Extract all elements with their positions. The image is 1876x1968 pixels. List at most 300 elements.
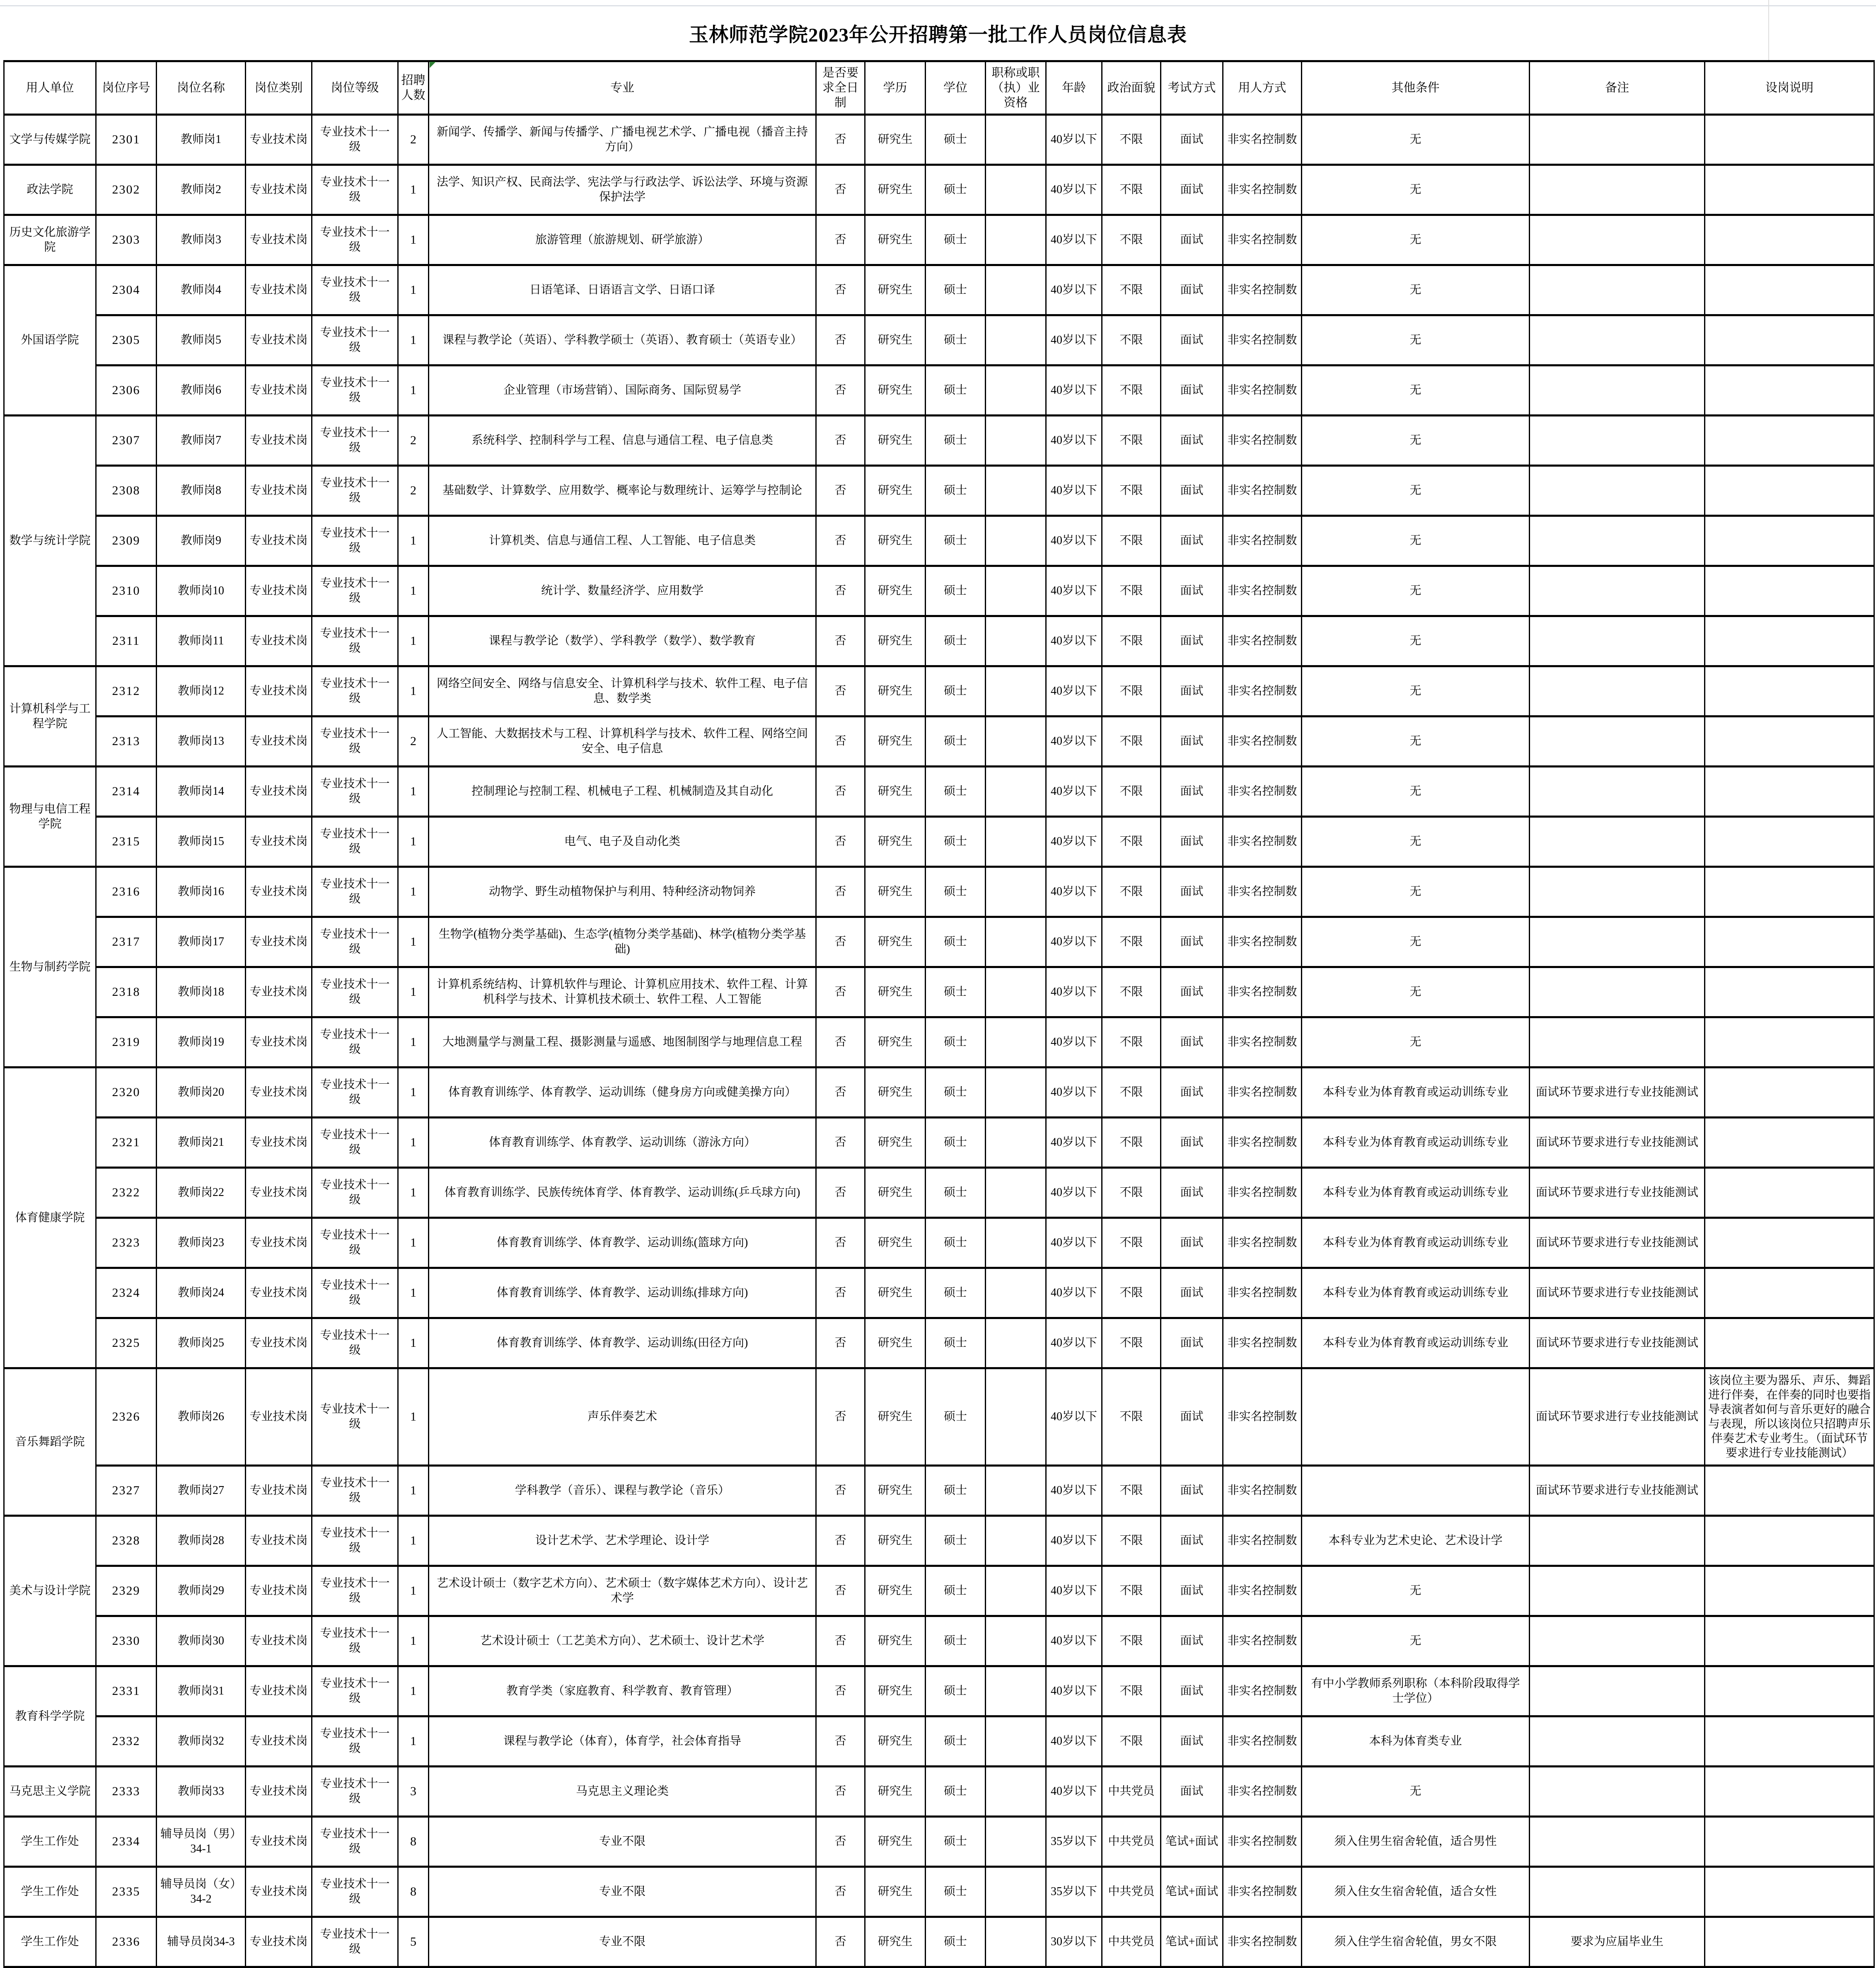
cell-qual [986,165,1046,215]
cell-exam: 面试 [1161,416,1223,466]
cell-degree: 硕士 [926,115,986,165]
cell-other: 本科专业为艺术史论、艺术设计学 [1302,1516,1530,1566]
cell-desc [1705,215,1874,265]
cell-count: 1 [398,1118,429,1168]
cell-political: 不限 [1102,566,1161,616]
cell-major: 马克思主义理论类 [429,1767,816,1817]
cell-degree: 硕士 [926,967,986,1017]
cell-qual [986,1666,1046,1716]
cell-unit: 物理与电信工程学院 [4,767,96,867]
cell-hire: 非实名控制数 [1223,1666,1302,1716]
cell-grade: 专业技术十一级 [312,1817,398,1867]
cell-exam: 面试 [1161,466,1223,516]
cell-count: 1 [398,265,429,315]
col-header-name: 岗位名称 [157,61,246,115]
cell-cat: 专业技术岗 [246,666,312,717]
cell-cat: 专业技术岗 [246,566,312,616]
cell-edu: 研究生 [865,366,926,416]
cell-other: 本科专业为体育教育或运动训练专业 [1302,1168,1530,1218]
cell-cat: 专业技术岗 [246,1867,312,1917]
cell-fulltime: 否 [816,1716,865,1767]
cell-age: 40岁以下 [1046,1666,1102,1716]
cell-fulltime: 否 [816,466,865,516]
cell-major: 体育教育训练学、体育教学、运动训练(排球方向) [429,1268,816,1318]
table-row [4,666,1874,717]
cell-name: 教师岗21 [157,1118,246,1168]
cell-hire: 非实名控制数 [1223,1118,1302,1168]
table-row [4,1017,1874,1068]
cell-political: 不限 [1102,1068,1161,1118]
cell-desc [1705,1218,1874,1268]
table-row [4,1516,1874,1566]
cell-fulltime: 否 [816,366,865,416]
cell-political: 中共党员 [1102,1917,1161,1967]
cell-name: 教师岗30 [157,1616,246,1666]
cell-age: 40岁以下 [1046,1466,1102,1516]
cell-age: 40岁以下 [1046,1168,1102,1218]
cell-remark [1530,717,1705,767]
cell-major: 大地测量学与测量工程、摄影测量与遥感、地图制图学与地理信息工程 [429,1017,816,1068]
cell-hire: 非实名控制数 [1223,516,1302,566]
cell-unit: 马克思主义学院 [4,1767,96,1817]
cell-cat: 专业技术岗 [246,1118,312,1168]
cell-desc [1705,817,1874,867]
cell-major: 学科教学（音乐）、课程与教学论（音乐） [429,1466,816,1516]
cell-degree: 硕士 [926,867,986,917]
cell-edu: 研究生 [865,767,926,817]
col-header-edu: 学历 [865,61,926,115]
cell-cat: 专业技术岗 [246,165,312,215]
cell-desc [1705,1466,1874,1516]
cell-desc [1705,1118,1874,1168]
cell-unit: 美术与设计学院 [4,1516,96,1666]
cell-grade: 专业技术十一级 [312,917,398,967]
cell-edu: 研究生 [865,616,926,666]
cell-desc [1705,967,1874,1017]
table-row [4,1767,1874,1817]
table-row [4,767,1874,817]
cell-qual [986,817,1046,867]
cell-grade: 专业技术十一级 [312,1068,398,1118]
cell-no: 2312 [96,666,157,717]
cell-cat: 专业技术岗 [246,967,312,1017]
cell-name: 辅导员岗（男）34-1 [157,1817,246,1867]
cell-grade: 专业技术十一级 [312,516,398,566]
cell-unit: 历史文化旅游学院 [4,215,96,265]
cell-grade: 专业技术十一级 [312,1118,398,1168]
cell-major: 设计艺术学、艺术学理论、设计学 [429,1516,816,1566]
cell-age: 40岁以下 [1046,1368,1102,1466]
cell-qual [986,1516,1046,1566]
cell-age: 40岁以下 [1046,1318,1102,1368]
table-row [4,1466,1874,1516]
cell-no: 2325 [96,1318,157,1368]
cell-major: 电气、电子及自动化类 [429,817,816,867]
cell-exam: 面试 [1161,1616,1223,1666]
cell-exam: 面试 [1161,115,1223,165]
cell-fulltime: 否 [816,215,865,265]
cell-degree: 硕士 [926,1168,986,1218]
cell-political: 不限 [1102,616,1161,666]
cell-grade: 专业技术十一级 [312,315,398,366]
cell-remark [1530,366,1705,416]
cell-grade: 专业技术十一级 [312,1268,398,1318]
cell-desc [1705,767,1874,817]
cell-desc [1705,1716,1874,1767]
cell-name: 教师岗2 [157,165,246,215]
cell-hire: 非实名控制数 [1223,1017,1302,1068]
cell-remark: 面试环节要求进行专业技能测试 [1530,1368,1705,1466]
cell-hire: 非实名控制数 [1223,616,1302,666]
col-header-grade: 岗位等级 [312,61,398,115]
cell-grade: 专业技术十一级 [312,1466,398,1516]
cell-desc [1705,1616,1874,1666]
cell-other: 无 [1302,717,1530,767]
cell-name: 教师岗27 [157,1466,246,1516]
cell-cat: 专业技术岗 [246,1218,312,1268]
cell-cat: 专业技术岗 [246,917,312,967]
cell-degree: 硕士 [926,1817,986,1867]
cell-name: 教师岗25 [157,1318,246,1368]
cell-grade: 专业技术十一级 [312,1917,398,1967]
cell-count: 1 [398,1368,429,1466]
cell-political: 不限 [1102,115,1161,165]
cell-major: 体育教育训练学、民族传统体育学、体育教学、运动训练(乒乓球方向) [429,1168,816,1218]
cell-count: 1 [398,767,429,817]
cell-no: 2334 [96,1817,157,1867]
cell-hire: 非实名控制数 [1223,1817,1302,1867]
cell-count: 1 [398,366,429,416]
cell-cat: 专业技术岗 [246,1466,312,1516]
cell-grade: 专业技术十一级 [312,416,398,466]
col-header-major: 专业 [429,61,816,115]
cell-desc [1705,1017,1874,1068]
cell-edu: 研究生 [865,967,926,1017]
cell-remark [1530,1767,1705,1817]
cell-cat: 专业技术岗 [246,1616,312,1666]
cell-major: 动物学、野生动植物保护与利用、特种经济动物饲养 [429,867,816,917]
cell-major: 课程与教学论（英语）、学科教学硕士（英语）、教育硕士（英语专业） [429,315,816,366]
cell-hire: 非实名控制数 [1223,917,1302,967]
cell-name: 教师岗19 [157,1017,246,1068]
cell-hire: 非实名控制数 [1223,1767,1302,1817]
cell-fulltime: 否 [816,265,865,315]
table-row [4,1318,1874,1368]
cell-cat: 专业技术岗 [246,1817,312,1867]
cell-name: 教师岗18 [157,967,246,1017]
cell-age: 40岁以下 [1046,315,1102,366]
cell-desc [1705,416,1874,466]
cell-edu: 研究生 [865,1817,926,1867]
cell-hire: 非实名控制数 [1223,717,1302,767]
cell-fulltime: 否 [816,917,865,967]
cell-grade: 专业技术十一级 [312,817,398,867]
cell-name: 教师岗6 [157,366,246,416]
cell-edu: 研究生 [865,1466,926,1516]
cell-cat: 专业技术岗 [246,1767,312,1817]
cell-major: 体育教育训练学、体育教学、运动训练（游泳方向） [429,1118,816,1168]
cell-hire: 非实名控制数 [1223,115,1302,165]
cell-age: 35岁以下 [1046,1867,1102,1917]
cell-degree: 硕士 [926,1368,986,1466]
cell-qual [986,516,1046,566]
table-row [4,967,1874,1017]
cell-major: 计算机系统结构、计算机软件与理论、计算机应用技术、软件工程、计算机科学与技术、计算机技术硕士、软件工程、人工智能 [429,967,816,1017]
cell-cat: 专业技术岗 [246,366,312,416]
cell-edu: 研究生 [865,1666,926,1716]
cell-desc [1705,566,1874,616]
cell-desc [1705,1666,1874,1716]
cell-count: 1 [398,1318,429,1368]
cell-major: 体育教育训练学、体育教学、运动训练(田径方向) [429,1318,816,1368]
cell-fulltime: 否 [816,315,865,366]
cell-hire: 非实名控制数 [1223,1068,1302,1118]
cell-exam: 面试 [1161,767,1223,817]
cell-qual [986,1716,1046,1767]
cell-exam: 面试 [1161,315,1223,366]
cell-remark [1530,1716,1705,1767]
cell-desc [1705,616,1874,666]
table-row [4,315,1874,366]
cell-name: 教师岗29 [157,1566,246,1616]
cell-major: 生物学(植物分类学基础)、生态学(植物分类学基础)、林学(植物分类学基础) [429,917,816,967]
cell-fulltime: 否 [816,1168,865,1218]
cell-other: 无 [1302,867,1530,917]
table-body [4,115,1874,1967]
cell-degree: 硕士 [926,1917,986,1967]
cell-count: 1 [398,1616,429,1666]
cell-fulltime: 否 [816,1817,865,1867]
cell-no: 2327 [96,1466,157,1516]
cell-age: 40岁以下 [1046,265,1102,315]
cell-cat: 专业技术岗 [246,115,312,165]
cell-major: 企业管理（市场营销）、国际商务、国际贸易学 [429,366,816,416]
cell-cat: 专业技术岗 [246,1716,312,1767]
table-row [4,1168,1874,1218]
cell-grade: 专业技术十一级 [312,1666,398,1716]
cell-degree: 硕士 [926,1516,986,1566]
cell-other: 本科专业为体育教育或运动训练专业 [1302,1318,1530,1368]
cell-other: 无 [1302,1566,1530,1616]
cell-degree: 硕士 [926,566,986,616]
cell-major: 专业不限 [429,1817,816,1867]
cell-name: 教师岗3 [157,215,246,265]
cell-degree: 硕士 [926,215,986,265]
cell-no: 2314 [96,767,157,817]
cell-age: 40岁以下 [1046,215,1102,265]
cell-edu: 研究生 [865,1118,926,1168]
cell-desc: 该岗位主要为器乐、声乐、舞蹈进行伴奏，在伴奏的同时也要指导表演者如何与音乐更好的融合与表现，所以该岗位只招聘声乐伴奏艺术专业考生。（面试环节要求进行专业技能测试） [1705,1368,1874,1466]
cell-hire: 非实名控制数 [1223,466,1302,516]
cell-exam: 笔试+面试 [1161,1917,1223,1967]
cell-exam: 面试 [1161,516,1223,566]
cell-political: 不限 [1102,1616,1161,1666]
cell-degree: 硕士 [926,1867,986,1917]
cell-exam: 面试 [1161,1368,1223,1466]
cell-exam: 面试 [1161,265,1223,315]
cell-remark: 要求为应届毕业生 [1530,1917,1705,1967]
cell-qual [986,616,1046,666]
cell-name: 教师岗11 [157,616,246,666]
cell-other: 无 [1302,366,1530,416]
cell-other: 无 [1302,917,1530,967]
cell-count: 1 [398,917,429,967]
cell-hire: 非实名控制数 [1223,1716,1302,1767]
cell-desc [1705,867,1874,917]
cell-no: 2323 [96,1218,157,1268]
cell-edu: 研究生 [865,165,926,215]
cell-age: 40岁以下 [1046,1516,1102,1566]
cell-name: 教师岗14 [157,767,246,817]
cell-unit: 数学与统计学院 [4,416,96,666]
cell-grade: 专业技术十一级 [312,767,398,817]
cell-edu: 研究生 [865,315,926,366]
cell-edu: 研究生 [865,1767,926,1817]
cell-qual [986,1566,1046,1616]
cell-name: 教师岗28 [157,1516,246,1566]
cell-remark [1530,566,1705,616]
cell-name: 教师岗33 [157,1767,246,1817]
cell-political: 不限 [1102,717,1161,767]
cell-count: 1 [398,1516,429,1566]
cell-hire: 非实名控制数 [1223,1168,1302,1218]
cell-edu: 研究生 [865,666,926,717]
cell-other [1302,1368,1530,1466]
cell-major: 控制理论与控制工程、机械电子工程、机械制造及其自动化 [429,767,816,817]
cell-fulltime: 否 [816,1017,865,1068]
cell-qual [986,1168,1046,1218]
cell-qual [986,566,1046,616]
cell-no: 2322 [96,1168,157,1218]
cell-exam: 面试 [1161,1068,1223,1118]
cell-exam: 面试 [1161,1666,1223,1716]
cell-count: 1 [398,1068,429,1118]
cell-major: 网络空间安全、网络与信息安全、计算机科学与技术、软件工程、电子信息、数学类 [429,666,816,717]
cell-cat: 专业技术岗 [246,1666,312,1716]
cell-edu: 研究生 [865,265,926,315]
table-row [4,817,1874,867]
cell-unit: 计算机科学与工程学院 [4,666,96,767]
cell-exam: 面试 [1161,1168,1223,1218]
cell-grade: 专业技术十一级 [312,1616,398,1666]
cell-other: 无 [1302,1017,1530,1068]
cell-unit: 学生工作处 [4,1817,96,1867]
cell-no: 2333 [96,1767,157,1817]
title-band [0,0,1876,60]
cell-name: 教师岗15 [157,817,246,867]
cell-exam: 面试 [1161,616,1223,666]
table-row [4,917,1874,967]
col-header-political: 政治面貌 [1102,61,1161,115]
cell-remark: 面试环节要求进行专业技能测试 [1530,1068,1705,1118]
cell-age: 40岁以下 [1046,566,1102,616]
cell-qual [986,466,1046,516]
cell-age: 35岁以下 [1046,1817,1102,1867]
col-header-hire: 用人方式 [1223,61,1302,115]
cell-fulltime: 否 [816,616,865,666]
cell-qual [986,917,1046,967]
cell-grade: 专业技术十一级 [312,566,398,616]
cell-desc [1705,366,1874,416]
cell-other: 无 [1302,516,1530,566]
cell-desc [1705,666,1874,717]
cell-exam: 笔试+面试 [1161,1867,1223,1917]
cell-fulltime: 否 [816,967,865,1017]
cell-age: 40岁以下 [1046,115,1102,165]
cell-hire: 非实名控制数 [1223,817,1302,867]
cell-edu: 研究生 [865,466,926,516]
cell-cat: 专业技术岗 [246,416,312,466]
cell-other: 本科专业为体育教育或运动训练专业 [1302,1118,1530,1168]
cell-qual [986,1817,1046,1867]
cell-count: 3 [398,1767,429,1817]
cell-political: 不限 [1102,516,1161,566]
cell-count: 2 [398,717,429,767]
cell-edu: 研究生 [865,867,926,917]
cell-count: 1 [398,215,429,265]
cell-degree: 硕士 [926,165,986,215]
table-row [4,1867,1874,1917]
cell-remark [1530,666,1705,717]
cell-qual [986,315,1046,366]
cell-no: 2319 [96,1017,157,1068]
cell-name: 教师岗10 [157,566,246,616]
cell-exam: 面试 [1161,1516,1223,1566]
cell-other: 本科专业为体育教育或运动训练专业 [1302,1268,1530,1318]
cell-desc [1705,466,1874,516]
cell-political: 不限 [1102,1368,1161,1466]
cell-major: 系统科学、控制科学与工程、信息与通信工程、电子信息类 [429,416,816,466]
cell-qual [986,1616,1046,1666]
table-row [4,416,1874,466]
cell-political: 不限 [1102,466,1161,516]
cell-hire: 非实名控制数 [1223,265,1302,315]
cell-major: 声乐伴奏艺术 [429,1368,816,1466]
cell-hire: 非实名控制数 [1223,666,1302,717]
cell-political: 不限 [1102,867,1161,917]
cell-hire: 非实名控制数 [1223,1616,1302,1666]
cell-remark [1530,767,1705,817]
cell-exam: 面试 [1161,1566,1223,1616]
cell-fulltime: 否 [816,1268,865,1318]
cell-hire: 非实名控制数 [1223,215,1302,265]
cell-grade: 专业技术十一级 [312,616,398,666]
cell-grade: 专业技术十一级 [312,967,398,1017]
col-header-fulltime: 是否要求全日制 [816,61,865,115]
cell-name: 教师岗17 [157,917,246,967]
cell-other: 无 [1302,115,1530,165]
cell-cat: 专业技术岗 [246,867,312,917]
table-row [4,1817,1874,1867]
comment-marker-icon [430,62,436,68]
cell-major: 课程与教学论（数学）、学科教学（数学）、数学教育 [429,616,816,666]
cell-hire: 非实名控制数 [1223,566,1302,616]
cell-age: 40岁以下 [1046,767,1102,817]
cell-exam: 面试 [1161,1716,1223,1767]
cell-edu: 研究生 [865,917,926,967]
cell-remark [1530,416,1705,466]
cell-political: 不限 [1102,1218,1161,1268]
cell-no: 2307 [96,416,157,466]
cell-edu: 研究生 [865,1867,926,1917]
cell-qual [986,1466,1046,1516]
cell-exam: 面试 [1161,566,1223,616]
cell-degree: 硕士 [926,616,986,666]
cell-count: 1 [398,1268,429,1318]
table-row [4,616,1874,666]
cell-hire: 非实名控制数 [1223,867,1302,917]
cell-exam: 面试 [1161,817,1223,867]
